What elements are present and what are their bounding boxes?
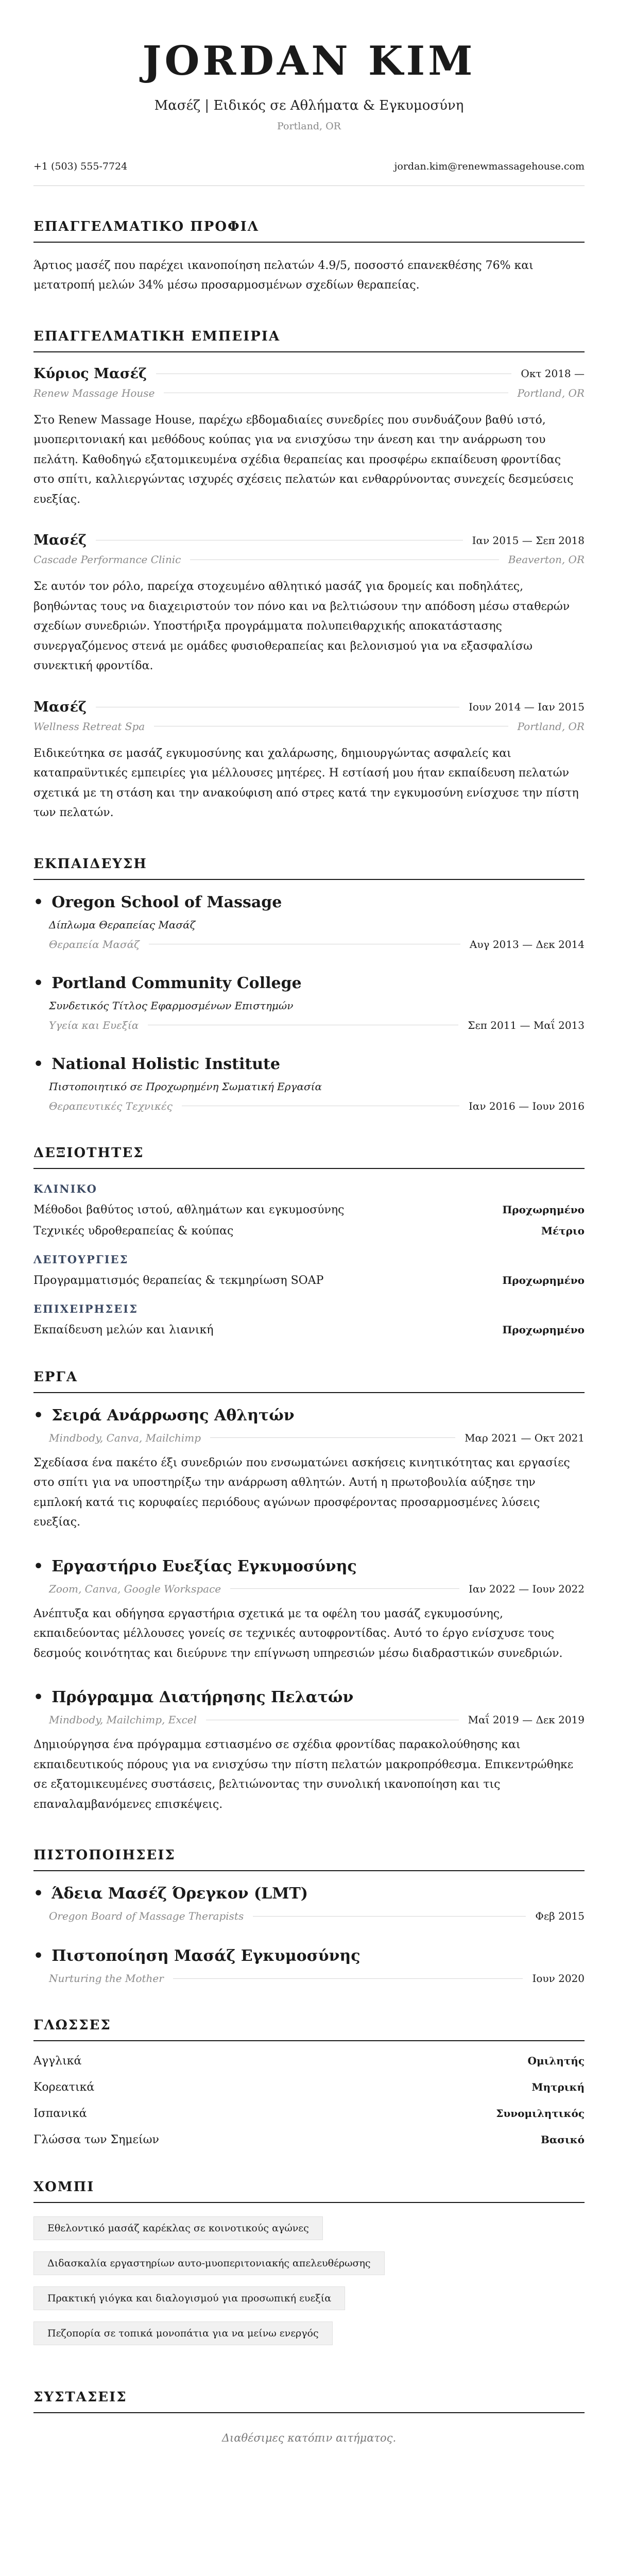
company: Cascade Performance Clinic <box>33 553 181 566</box>
edu-dates: Σεπ 2011 — Μαΐ 2013 <box>468 1019 585 1031</box>
school-name: Oregon School of Massage <box>52 893 282 911</box>
skill-level: Μέτριο <box>541 1224 585 1237</box>
certification-date: Φεβ 2015 <box>535 1910 585 1923</box>
project-dates: Μαΐ 2019 — Δεκ 2019 <box>468 1714 585 1726</box>
candidate-name: JORDAN KIM <box>142 38 476 84</box>
company: Renew Massage House <box>33 386 155 399</box>
job-entry <box>33 532 585 676</box>
language-row <box>33 2081 585 2094</box>
language-row <box>33 2133 585 2146</box>
education-entry <box>33 893 585 951</box>
job-description: Σε αυτόν τον ρόλο, παρείχα στοχευμένο αθλητικό μασάζ για δρομείς και ποδηλάτες, βοηθώντας τους να διαχειριστούν τον πόνο και να βελτιώσουν την απόδοση μέσω σταθερών σχεδίων συνεδριών. Υποστήριξα προγράμματα πολυπειθαρχικής αποκατάστασης συνεργαζόμενος στενά με ομάδες φυσιοθεραπείας και βελονισμού για να εξασφαλίσω συνεκτική φροντίδα. <box>33 580 570 673</box>
skill-category: ΕΠΙΧΕΙΡΗΣΕΙΣ <box>33 1302 138 1315</box>
project-description: Σχεδίασα ένα πακέτο έξι συνεδριών που ενσωματώνει ασκήσεις κινητικότητας και εργασίες στο σπίτι για να υποστηρίξω την ανάρρωση αθλητών. Αυτή η πρωτοβουλία αύξησε την εμπλοκή κατά τις κορυφαίες περιόδους αγώνων προσφέροντας προσαρμοσμένες λύσεις ευεξίας. <box>33 1456 570 1529</box>
contact-row <box>33 161 585 186</box>
edu-dates: Ιαν 2016 — Ιουν 2016 <box>468 1099 585 1112</box>
email[interactable]: jordan.kim@renewmassagehouse.com <box>394 160 585 172</box>
bullet-icon: • <box>33 893 44 911</box>
project-tools: Mindbody, Canva, Mailchimp <box>49 1431 201 1444</box>
languages-section <box>33 2018 585 2146</box>
field: Θεραπευτικές Τεχνικές <box>49 1099 173 1112</box>
location: Portland, OR <box>277 120 341 132</box>
language-name: Ισπανικά <box>33 2107 87 2121</box>
project-name: Πρόγραμμα Διατήρησης Πελατών <box>52 1688 354 1707</box>
project-name: Σειρά Ανάρρωσης Αθλητών <box>52 1406 295 1425</box>
certifications-section <box>33 1848 585 1985</box>
projects-section <box>33 1369 585 1815</box>
degree: Πιστοποιητικό σε Προχωρημένη Σωματική Εργασία <box>49 1080 322 1093</box>
project-description: Δημιούργησα ένα πρόγραμμα εστιασμένο σε σχέδια φροντίδας παρακολούθησης και εκπαιδευτικούς πόρους για να ενισχύσω την πίστη πελατών μακροπρόθεσμα. Επικεντρώθηκε σε εξατομικευμένες συστάσεις, βελτιώνοντας την συνολική ικανοποίηση και τις επαναλαμβανόμενες επισκέψεις. <box>33 1738 574 1811</box>
project-entry <box>33 1688 585 1815</box>
job-title: Μασέζ <box>33 532 87 549</box>
school-name: Portland Community College <box>52 974 302 992</box>
bullet-icon: • <box>33 974 44 992</box>
references-section <box>33 2389 585 2444</box>
skill-row <box>33 1324 585 1336</box>
edu-dates: Αυγ 2013 — Δεκ 2014 <box>469 938 585 951</box>
section-title: ΣΥΣΤΑΣΕΙΣ <box>33 2389 585 2413</box>
skill-level: Προχωρημένο <box>502 1203 585 1216</box>
language-level: Βασικό <box>540 2133 585 2146</box>
job-dates: Οκτ 2018 — <box>521 367 585 380</box>
skills-section <box>33 1145 585 1336</box>
skill-row <box>33 1204 585 1216</box>
hobby-tag: Πεζοπορία σε τοπικά μονοπάτια για να μείνω ενεργός <box>33 2321 333 2345</box>
school-name: National Holistic Institute <box>52 1055 281 1073</box>
bullet-icon: • <box>33 1406 44 1425</box>
education-entry <box>33 1055 585 1112</box>
certification-date: Ιουν 2020 <box>532 1972 585 1985</box>
job-location: Portland, OR <box>517 720 585 733</box>
project-dates: Ιαν 2022 — Ιουν 2022 <box>468 1582 585 1595</box>
job-description: Ειδικεύτηκα σε μασάζ εγκυμοσύνης και χαλάρωσης, δημιουργώντας ασφαλείς και καταπραϋντικές εμπειρίες για μέλλουσες μητέρες. Η εστίασή μου ήταν εκπαίδευση πελατών σχετικά με τη στάση και την ανακούφιση από στρες κατά την εγκυμοσύνη ενίσχυσε την πίστη των πελατών. <box>33 747 579 820</box>
language-name: Αγγλικά <box>33 2055 82 2068</box>
section-title: ΠΙΣΤΟΠΟΙΗΣΕΙΣ <box>33 1848 585 1871</box>
phone[interactable]: +1 (503) 555-7724 <box>33 160 128 172</box>
certification-name: Άδεια Μασέζ Όρεγκον (LMT) <box>52 1885 308 1903</box>
certification-entry <box>33 1947 585 1985</box>
degree: Δίπλωμα Θεραπείας Μασάζ <box>49 918 196 931</box>
job-entry <box>33 366 585 510</box>
hobby-tag: Πρακτική γιόγκα και διαλογισμού για προσωπική ευεξία <box>33 2286 345 2310</box>
divider <box>253 1916 526 1917</box>
certification-entry <box>33 1885 585 1922</box>
bullet-icon: • <box>33 1557 44 1575</box>
section-title: ΓΛΩΣΣΕΣ <box>33 2018 585 2041</box>
section-title: ΕΠΑΓΓΕΛΜΑΤΙΚΗ ΕΜΠΕΙΡΙΑ <box>33 329 585 352</box>
field: Θεραπεία Μασάζ <box>49 938 140 951</box>
language-name: Γλώσσα των Σημείων <box>33 2133 159 2147</box>
skill-level: Προχωρημένο <box>502 1274 585 1286</box>
language-level: Συνομιλητικός <box>496 2107 585 2120</box>
project-name: Εργαστήριο Ευεξίας Εγκυμοσύνης <box>52 1557 357 1575</box>
skill-level: Προχωρημένο <box>502 1323 585 1336</box>
profile-section <box>33 219 585 296</box>
project-entry <box>33 1406 585 1533</box>
divider <box>210 1437 455 1438</box>
job-entry <box>33 699 585 823</box>
section-title: ΧΟΜΠΙ <box>33 2179 585 2203</box>
education-section <box>33 856 585 1112</box>
project-description: Ανέπτυξα και οδήγησα εργαστήρια σχετικά με τα οφέλη του μασάζ εγκυμοσύνης, εκπαιδεύοντας μέλλουσες γονείς σε τεχνικές αυτοφροντίδας. Αυτό το έργο ενίσχυσε τους δεσμούς κοινότητας και διεύρυνε την επίγνωση υπηρεσιών μέσω διαδραστικών συνεδριών. <box>33 1607 563 1660</box>
section-title: ΕΚΠΑΙΔΕΥΣΗ <box>33 856 585 880</box>
certification-issuer: Nurturing the Mother <box>49 1972 164 1985</box>
divider <box>173 1978 523 1979</box>
section-title: ΔΕΞΙΟΤΗΤΕΣ <box>33 1145 585 1169</box>
language-row <box>33 2107 585 2120</box>
profile-text: Άρτιος μασέζ που παρέχει ικανοποίηση πελατών 4.9/5, ποσοστό επανεκθέσης 76% και μετατροπή μελών 34% μέσω προσαρμοσμένων σχεδίων θεραπείας. <box>33 259 534 292</box>
field: Υγεία και Ευεξία <box>49 1019 139 1031</box>
language-level: Μητρική <box>531 2081 585 2094</box>
experience-section <box>33 329 585 823</box>
degree: Συνδετικός Τίτλος Εφαρμοσμένων Επιστημών <box>49 999 294 1012</box>
bullet-icon: • <box>33 1947 44 1965</box>
references-text: Διαθέσιμες κατόπιν αιτήματος. <box>221 2432 397 2445</box>
job-title: Κύριος Μασέζ <box>33 365 147 382</box>
job-title: Μασέζ <box>33 699 87 715</box>
language-level: Ομιλητής <box>527 2055 585 2067</box>
section-title: ΕΠΑΓΓΕΛΜΑΤΙΚΟ ΠΡΟΦΙΛ <box>33 219 585 243</box>
skill-name: Εκπαίδευση μελών και λιανική <box>33 1323 214 1336</box>
project-tools: Zoom, Canva, Google Workspace <box>49 1582 221 1595</box>
skill-name: Μέθοδοι βαθύτος ιστού, αθλημάτων και εγκυμοσύνης <box>33 1203 345 1216</box>
divider <box>230 1588 459 1589</box>
certification-issuer: Oregon Board of Massage Therapists <box>49 1910 244 1923</box>
bullet-icon: • <box>33 1688 44 1707</box>
job-description: Στο Renew Massage House, παρέχω εβδομαδιαίες συνεδρίες που συνδυάζουν βαθύ ιστό, μυοπεριτονιακή και μεθόδους κούπας για να ενισχύσω την άνεση και την ανάρρωση του πελάτη. Καθοδηγώ εξατομικευμένα σχέδια θεραπείας και προσφέρω εκπαίδευση φροντίδας στο σπίτι, καλλιεργώντας ισχυρές σχέσεις πελατών και ενθαρρύνοντας συνεχείς δεσμεύσεις ευεξίας. <box>33 413 574 506</box>
skill-row <box>33 1274 585 1287</box>
hobbies-section <box>33 2179 585 2357</box>
section-title: ΕΡΓΑ <box>33 1369 585 1393</box>
hobby-tag: Εθελοντικό μασάζ καρέκλας σε κοινοτικούς αγώνες <box>33 2216 323 2240</box>
job-dates: Ιουν 2014 — Ιαν 2015 <box>468 701 585 714</box>
skill-name: Προγραμματισμός θεραπείας & τεκμηρίωση SOAP <box>33 1274 324 1287</box>
company: Wellness Retreat Spa <box>33 720 145 733</box>
language-row <box>33 2055 585 2067</box>
bullet-icon: • <box>33 1885 44 1903</box>
resume-page <box>33 0 585 2444</box>
skill-name: Τεχνικές υδροθεραπείας & κούπας <box>33 1224 234 1238</box>
headline: Μασέζ | Ειδικός σε Αθλήματα & Εγκυμοσύνη <box>154 97 464 113</box>
skill-row <box>33 1225 585 1238</box>
job-dates: Ιαν 2015 — Σεπ 2018 <box>472 534 585 547</box>
skill-category: ΚΛΙΝΙΚΟ <box>33 1182 97 1195</box>
project-tools: Mindbody, Mailchimp, Excel <box>49 1714 197 1726</box>
bullet-icon: • <box>33 1055 44 1073</box>
education-entry <box>33 974 585 1031</box>
project-dates: Μαρ 2021 — Οκτ 2021 <box>465 1431 585 1444</box>
language-name: Κορεατικά <box>33 2081 95 2094</box>
job-location: Beaverton, OR <box>508 553 585 566</box>
hobby-tag: Διδασκαλία εργαστηρίων αυτο-μυοπεριτονιακής απελευθέρωσης <box>33 2251 385 2275</box>
project-entry <box>33 1557 585 1664</box>
job-location: Portland, OR <box>517 386 585 399</box>
certification-name: Πιστοποίηση Μασάζ Εγκυμοσύνης <box>52 1947 360 1965</box>
skill-category: ΛΕΙΤΟΥΡΓΙΕΣ <box>33 1252 129 1266</box>
